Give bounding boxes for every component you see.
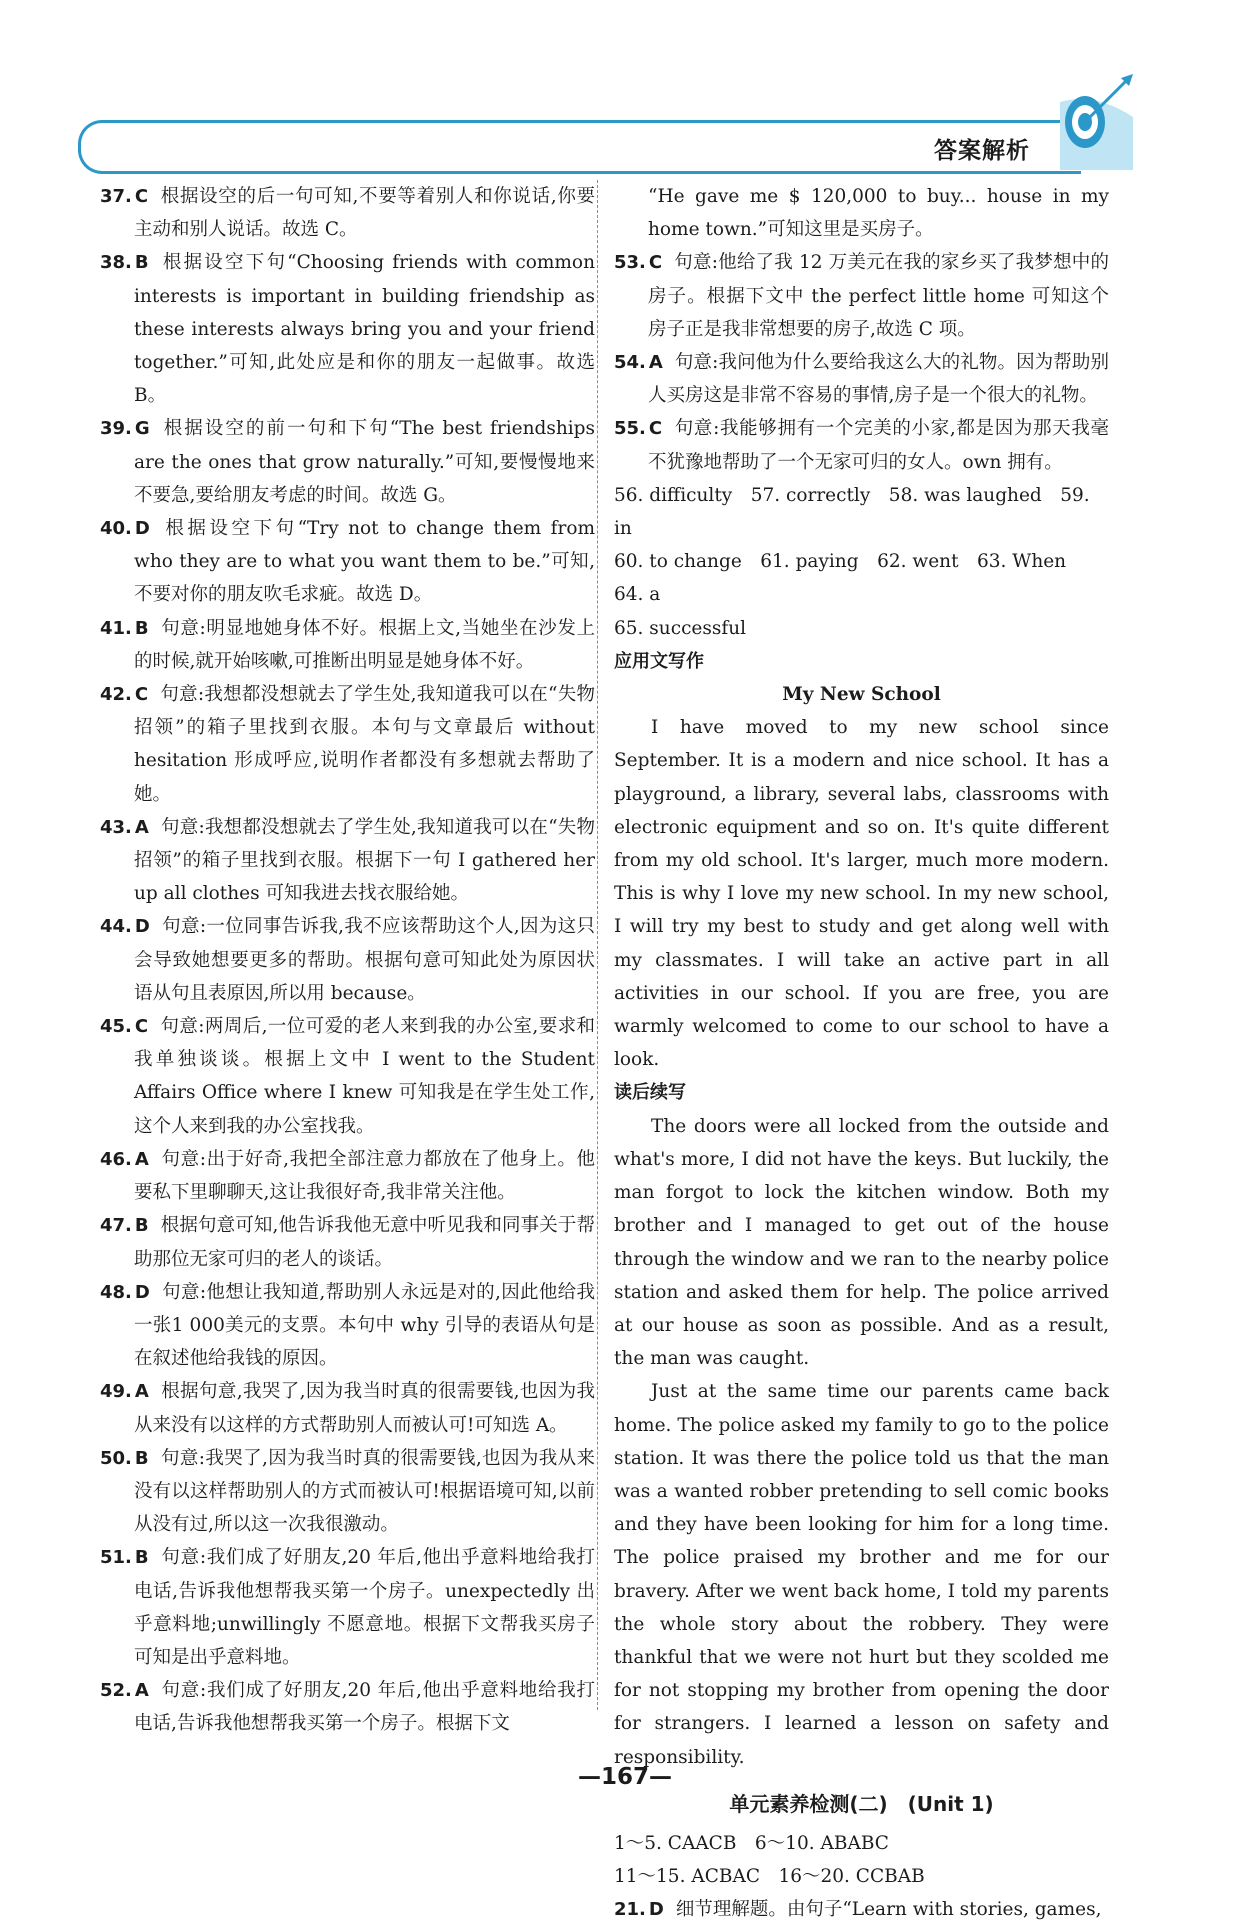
unit-section-title: 单元素养检测(二) (Unit 1) (729, 1791, 994, 1816)
item-answer: A (134, 816, 149, 838)
right-answer-list (614, 246, 1109, 478)
continuation-heading: 读后续写 (614, 1082, 686, 1104)
item-answer: G (134, 418, 150, 440)
page-number: —167— (577, 1764, 672, 1790)
item-number: 48. (100, 1281, 132, 1303)
item-number: 41. (100, 617, 132, 639)
left-column (100, 180, 595, 1741)
item-number: 46. (100, 1148, 132, 1170)
continuation-paragraph-2: Just at the same time our parents came back home. The police asked my family to go to the police station. It was there the police told us that the man was a wanted robber pretending to sell comic books and they have been looking for him for a long time. The police praised my brother and me for our bravery. After we went back home, I told my parents the whole story about the robbery. They were thankful that we were not hurt but they scolded me for not stopping my brother from opening the door for strangers. I learned a lesson on safety and responsibility. (614, 1381, 1109, 1768)
item-answer: B (134, 252, 149, 274)
item-answer: A (134, 1680, 149, 1702)
item-answer: D (134, 916, 150, 938)
essay-title: My New School (782, 684, 941, 706)
answer-item (100, 1375, 595, 1441)
item-number: 53. (614, 252, 646, 274)
column-divider (597, 180, 598, 1710)
answer-item (100, 811, 595, 911)
answer-item (100, 1010, 595, 1143)
item-answer: C (134, 186, 149, 207)
item-answer: D (134, 1281, 150, 1303)
item-explanation: 句意:我想都没想就去了学生处,我知道我可以在“失物招领”的箱子里找到衣服。根据下一句 I gathered her up all clothes 可知我进去找衣服给她。 (134, 816, 595, 905)
answer-item (100, 1276, 595, 1376)
answer-item (100, 910, 595, 1010)
item-explanation: 句意:我想都没想就去了学生处,我知道我可以在“失物招领”的箱子里找到衣服。本句与文章最后 without hesitation 形成呼应,说明作者都没有多想就去帮助了她。 (134, 684, 595, 805)
item-explanation: 根据句意可知,他告诉我他无意中听见我和同事关于帮助那位无家可归的老人的谈话。 (134, 1215, 595, 1270)
item-explanation: 句意:明显地她身体不好。根据上文,当她坐在沙发上的时候,就开始咳嗽,可推断出明显是她身体不好。 (134, 617, 595, 672)
mc-answers-line-1: 1～5. CAACB 6～10. ABABC (614, 1832, 889, 1854)
continuation-paragraph-1: The doors were all locked from the outside and what's more, I did not have the keys. But luckily, the man forgot to lock the kitchen window. Both my brother and I managed to get out of the house through the window and we ran to the nearby police station and asked them for help. The police arrived at our house as soon as possible. And as a result, the man was caught. (614, 1115, 1109, 1370)
fill-answer-line-1: 56. difficulty 57. correctly 58. was laughed 59. in (614, 484, 1090, 540)
answer-item (614, 412, 1109, 478)
item-explanation: 句意:我能够拥有一个完美的小家,都是因为那天我毫不犹豫地帮助了一个无家可归的女人。own 拥有。 (648, 418, 1109, 473)
item-number: 42. (100, 684, 132, 706)
item-number: 40. (100, 518, 132, 540)
answer-item (100, 1143, 595, 1209)
item-number: 37. (100, 186, 132, 207)
answer-item (100, 612, 595, 678)
item-answer: A (648, 352, 663, 374)
item-answer: B (134, 1547, 149, 1569)
item-explanation: 句意:他想让我知道,帮助别人永远是对的,因此他给我一张1 000美元的支票。本句中 why 引导的表语从句是在叙述他给我钱的原因。 (134, 1281, 595, 1370)
item-explanation: 根据设空的前一句和下句“The best friendships are the ones that grow naturally.”可知,要慢慢地来不要急,要给朋友考虑的时间。故选 G。 (134, 418, 595, 506)
mc-answers-line-2: 11～15. ACBAC 16～20. CCBAB (614, 1866, 925, 1888)
answer-item (100, 1442, 595, 1542)
item-answer: D (134, 518, 150, 540)
item-number: 54. (614, 352, 646, 374)
answer-item (100, 512, 595, 612)
item-number: 38. (100, 252, 132, 274)
item-explanation: 句意:我们成了好朋友,20 年后,他出乎意料地给我打电话,告诉我他想帮我买第一个房子。根据下文 (134, 1680, 595, 1735)
answer-item (100, 412, 595, 512)
right-column (614, 180, 1109, 1927)
item-explanation: 句意:我哭了,因为我当时真的很需要钱,也因为我从来没有以这样帮助别人的方式而被认可!根据语境可知,以前从没有过,所以这一次我很激动。 (134, 1447, 595, 1536)
item-answer: C (648, 418, 663, 440)
item-answer: C (134, 1016, 149, 1038)
item-number: 43. (100, 816, 132, 838)
item-explanation: 根据设空下句“Try not to change them from who they are to what you want them to be.”可知,不要对你的朋友吹毛求疵。故选 D。 (134, 518, 595, 606)
item-answer: A (134, 1381, 149, 1403)
item-number: 52. (100, 1680, 132, 1702)
item-number: 47. (100, 1215, 132, 1237)
item-explanation: 句意:一位同事告诉我,我不应该帮助这个人,因为这只会导致她想要更多的帮助。根据句意可知此处为原因状语从句且表原因,所以用 because。 (134, 916, 595, 1004)
answer-item (100, 1674, 595, 1740)
item-explanation: 根据设空的后一句可知,不要等着别人和你说话,你要主动和别人说话。故选 C。 (134, 186, 595, 241)
answer-item (614, 246, 1109, 346)
item-explanation: 句意:他给了我 12 万美元在我的家乡买了我梦想中的房子。根据下文中 the perfect little home 可知这个房子正是我非常想要的房子,故选 C 项。 (648, 252, 1109, 340)
item-explanation: 句意:我们成了好朋友,20 年后,他出乎意料地给我打电话,告诉我他想帮我买第一个房子。unexpectedly 出乎意料地;unwillingly 不愿意地。根据下文帮我买房子可知是出乎意料地。 (134, 1547, 595, 1668)
item-answer: B (134, 1447, 149, 1469)
essay-body: I have moved to my new school since September. It is a modern and nice school. It has a playground, a library, several labs, classrooms with electronic equipment and so on. It's quite different from my old school. It's larger, much more modern. This is why I love my new school. In my new school, I will try my best to study and get along well with my classmates. I will take an active part in all activities in our school. If you are free, you are warmly welcomed to come to our school to have a look. (614, 717, 1109, 1071)
item-answer: C (648, 252, 663, 274)
answer-item-21: 21. D 细节理解题。由句子“Learn with stories, games, (614, 1899, 1102, 1921)
answer-item (100, 1209, 595, 1275)
item-number: 39. (100, 418, 132, 440)
fill-answer-line-3: 65. successful (614, 617, 747, 639)
item-explanation: 根据设空下句“Choosing friends with common interests is important in building friendship as these interests always bring you and your friend together.”可知,此处应是和你的朋友一起做事。故选 B。 (134, 252, 595, 407)
item-number: 45. (100, 1016, 132, 1038)
item-number: 50. (100, 1447, 132, 1469)
item-number: 44. (100, 916, 132, 938)
item-number: 51. (100, 1547, 132, 1569)
answer-item (100, 246, 595, 412)
item-number: 49. (100, 1381, 132, 1403)
answer-item (614, 346, 1109, 412)
target-icon (1055, 72, 1135, 172)
item-answer: B (134, 617, 149, 639)
item-number: 55. (614, 418, 646, 440)
header-bar (78, 120, 1081, 174)
item-answer: B (134, 1215, 149, 1237)
item-explanation: 句意:我问他为什么要给我这么大的礼物。因为帮助别人买房这是非常不容易的事情,房子是一个很大的礼物。 (648, 352, 1109, 407)
item-answer: C (134, 684, 149, 706)
fill-answer-line-2: 60. to change 61. paying 62. went 63. When 64. a (614, 551, 1085, 606)
answer-item (100, 1541, 595, 1674)
item-explanation: 句意:出于好奇,我把全部注意力都放在了他身上。他要私下里聊聊天,这让我很好奇,我非常关注他。 (134, 1148, 595, 1204)
item-answer: A (134, 1148, 149, 1170)
item-explanation: 根据句意,我哭了,因为我当时真的很需要钱,也因为我从来没有以这样的方式帮助别人而被认可!可知选 A。 (134, 1381, 595, 1436)
answer-item (100, 678, 595, 811)
continued-text: “He gave me $ 120,000 to buy... house in my home town.”可知这里是买房子。 (648, 186, 1109, 241)
item-explanation: 句意:两周后,一位可爱的老人来到我的办公室,要求和我单独谈谈。根据上文中 I went to the Student Affairs Office where I knew 可知我是在学生处工作,这个人来到我的办公室找我。 (134, 1016, 595, 1137)
writing-heading: 应用文写作 (614, 650, 704, 672)
answer-item (100, 180, 595, 246)
header-title: 答案解析 (934, 138, 1030, 164)
